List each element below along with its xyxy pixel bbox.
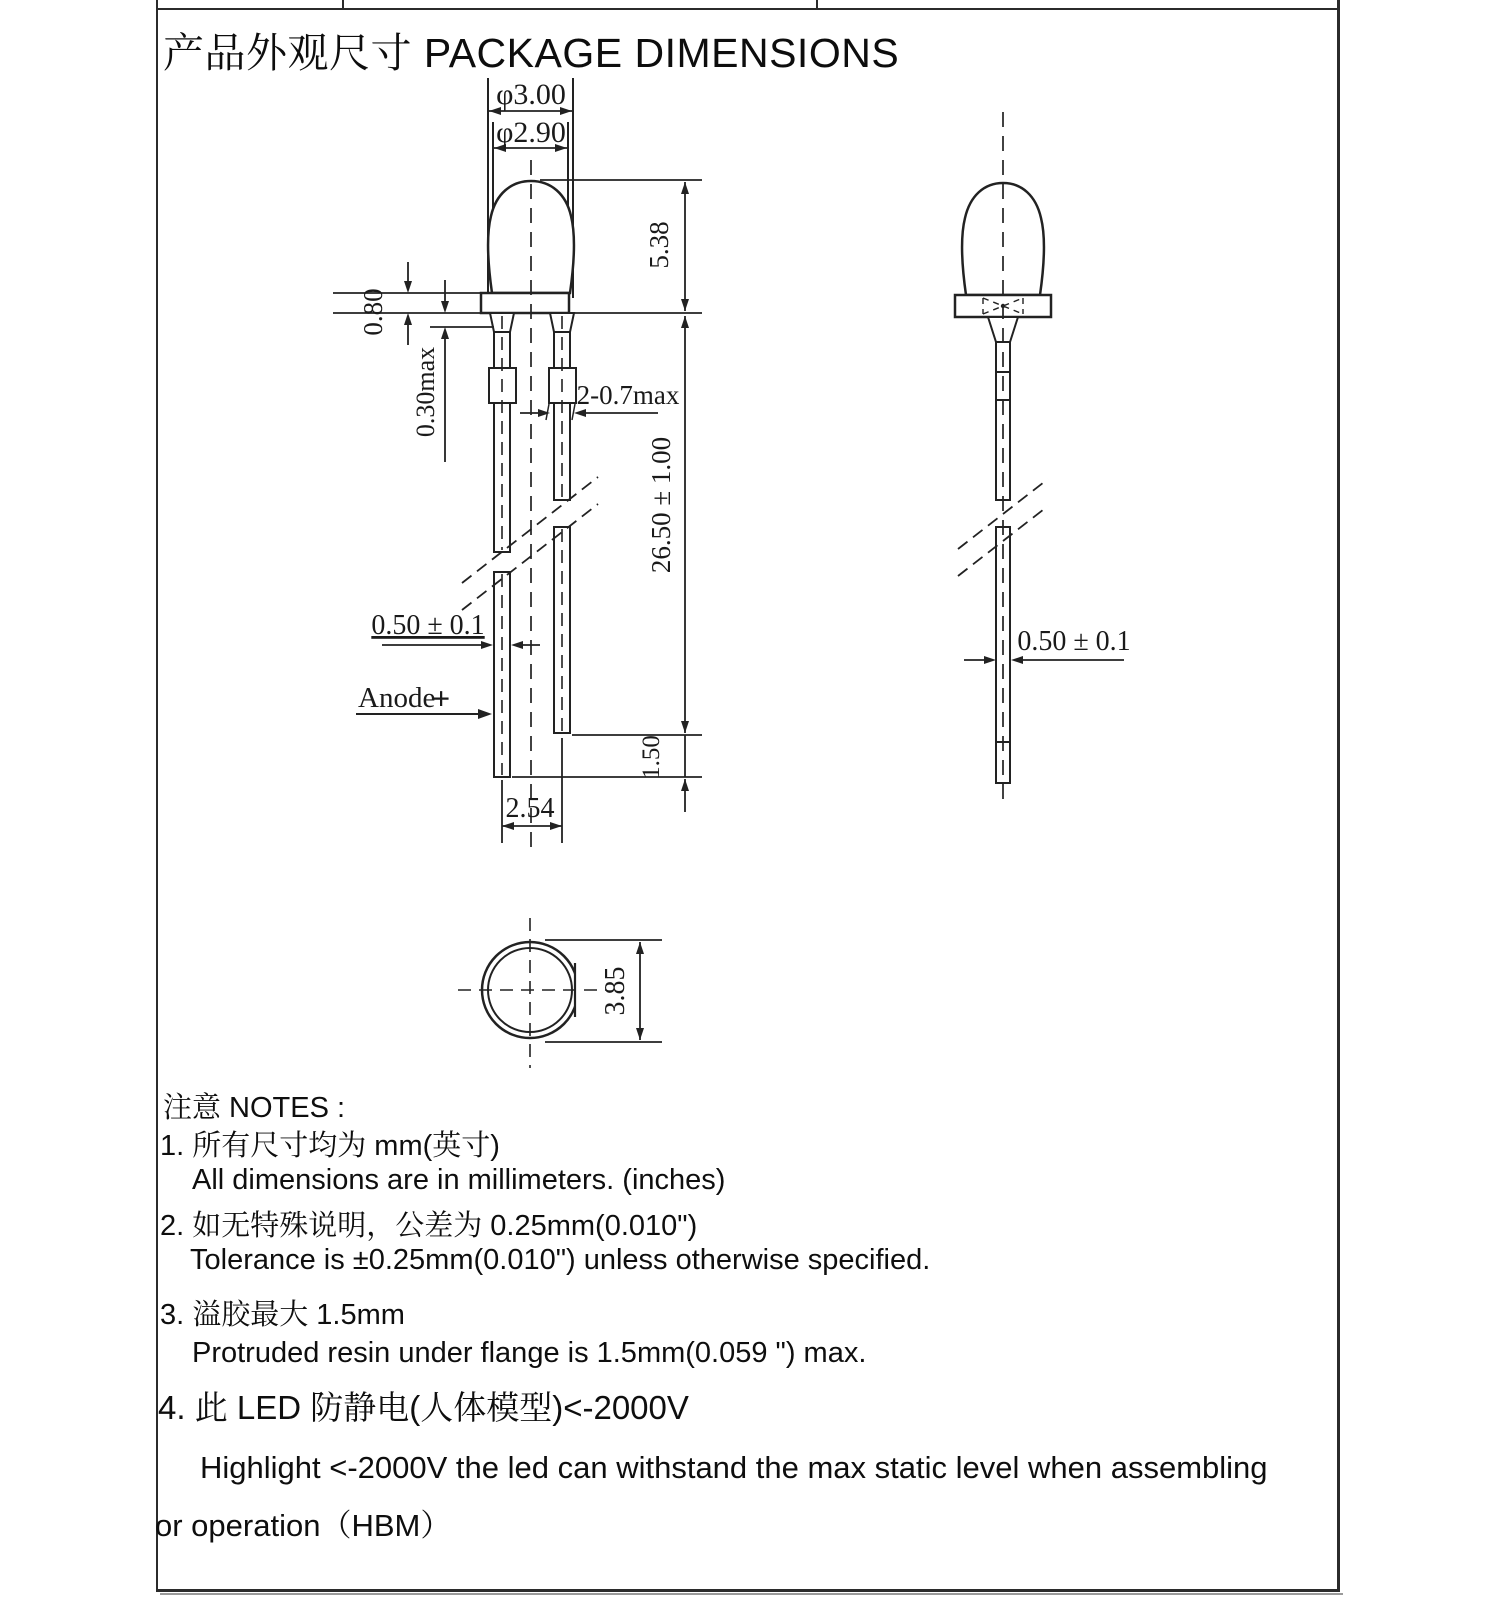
dim-label-lead-pitch: 2.54: [505, 793, 555, 824]
note-2-en: Tolerance is ±0.25mm(0.010") unless otherwise specified.: [190, 1244, 931, 1276]
page-border-bottom: [156, 1589, 1340, 1592]
dim-label-lead-section: 2-0.7max: [576, 380, 680, 410]
dim-label-inner-diameter: φ2.90: [496, 116, 566, 149]
front-cathode-lead: [549, 313, 576, 733]
dim-label-outer-diameter: φ3.00: [496, 78, 566, 111]
note-4-zh: 4. 此 LED 防静电(人体模型)<-2000V: [158, 1389, 689, 1426]
dim-label-epoxy-height: 5.38: [644, 221, 674, 269]
dim-label-standoff: 0.30max: [411, 346, 440, 438]
dim-label-lead-thickness-side: 0.50 ± 0.1: [1017, 626, 1131, 657]
note-1-zh: 1. 所有尺寸均为 mm(英寸): [160, 1130, 500, 1162]
note-3-zh: 3. 溢胶最大 1.5mm: [160, 1299, 405, 1331]
note-3-en: Protruded resin under flange is 1.5mm(0.059 ") max.: [192, 1337, 867, 1369]
note-4-en-line1: Highlight <-2000V the led can withstand the max static level when assembling: [200, 1450, 1268, 1485]
side-view: [955, 112, 1124, 800]
dim-label-flange-diameter: 3.85: [600, 966, 631, 1016]
bottom-view: [458, 918, 662, 1068]
notes-heading: 注意 NOTES :: [163, 1092, 346, 1124]
anode-plus-sign: +: [432, 680, 451, 716]
note-1-en: All dimensions are in millimeters. (inches): [192, 1164, 726, 1196]
page-title: 产品外观尺寸 PACKAGE DIMENSIONS: [163, 30, 900, 76]
dim-label-flange-thickness: 0.80: [358, 288, 388, 336]
note-4-en-line2: or operation（HBM）: [155, 1508, 452, 1543]
page-shadow-bottom: [160, 1593, 1343, 1595]
anode-label: Anode: [358, 682, 436, 714]
dim-label-lead-length: 26.50 ± 1.00: [646, 436, 676, 574]
dim-label-tip-difference: 1.50: [638, 735, 665, 779]
dim-label-lead-thickness-front: 0.50 ± 0.1: [371, 610, 485, 641]
note-2-zh: 2. 如无特殊说明，公差为 0.25mm(0.010"): [160, 1210, 698, 1242]
